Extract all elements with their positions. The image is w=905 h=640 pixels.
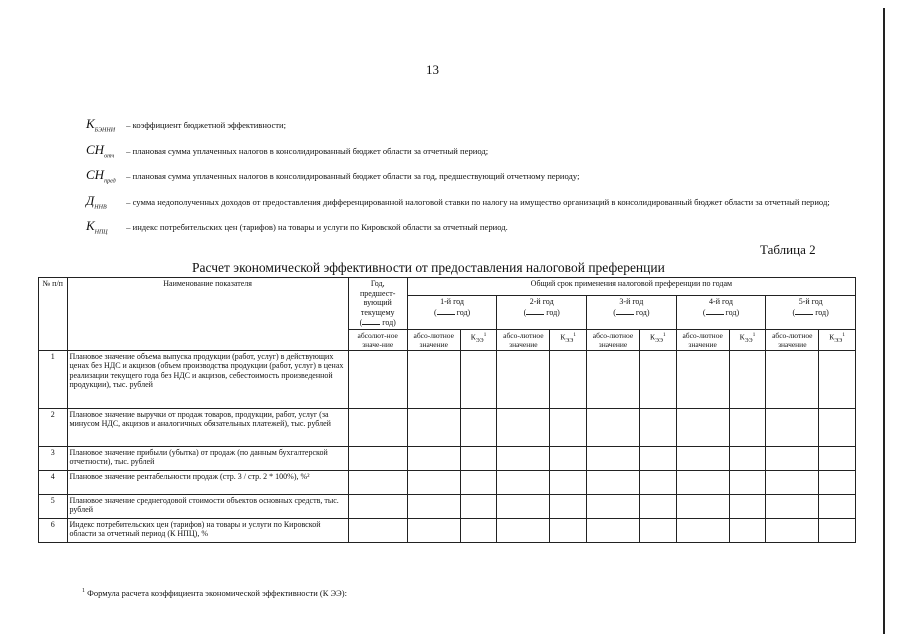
- definition-item: $СН_{пред}$ – плановая сумма уплаченных налогов в консолидированный бюджет области за год, предшествующий отчетному периоду;: [86, 167, 580, 185]
- table-row: 1 Плановое значение объема выпуска продукции (работ, услуг) в действующих ценах без НДС и акцизов (объем производства продукции (работ, услуг) в ценах реализации текущего года без НДС и акцизов, себестоимость произведенной продукции), тыс. рублей: [39, 350, 856, 408]
- page-number: 13: [426, 62, 439, 77]
- definitions-list: [46, 118, 830, 246]
- header-num: № п/п: [39, 278, 68, 351]
- definition-item: $К_{БЭННИ}$ – коэффициент бюджетной эффективности;: [86, 116, 287, 134]
- header-name: Наименование показателя: [67, 278, 348, 351]
- header-abs-prev: абсолют-ное значе-ние: [348, 329, 407, 350]
- table-row: 2 Плановое значение выручки от продаж товаров, продукции, работ, услуг (за минусом НДС, акцизов и аналогичных обязательных платежей), тыс. рублей: [39, 408, 856, 446]
- table-row: 4 Плановое значение рентабельности продаж (стр. 3 / стр. 2 * 100%), %²: [39, 470, 856, 494]
- header-k: $К_{ЭЭ}^1$: [640, 329, 677, 350]
- header-k: $К_{ЭЭ}^1$: [729, 329, 766, 350]
- header-abs: абсо-лютное значение: [497, 329, 550, 350]
- table-row: 6 Индекс потребительских цен (тарифов) на товары и услуги по Кировской области за отчетный период (К НПЦ), %: [39, 518, 856, 542]
- header-year-2: 2-й год ( год): [497, 296, 587, 329]
- scan-edge-bar: [883, 8, 885, 634]
- header-abs: абсо-лютное значение: [676, 329, 729, 350]
- header-year-3: 3-й год ( год): [587, 296, 677, 329]
- header-k: $К_{ЭЭ}^1$: [460, 329, 497, 350]
- definition-item: $К_{НПЦ}$ – индекс потребительских цен (тарифов) на товары и услуги по Кировской области за отчетный период.: [86, 218, 508, 236]
- definition-item: $Д_{ННВ}$ – сумма недополученных доходов от предоставления дифференцированной налоговой ставки по налогу на имущество организаций в консолидированный бюджет области за отчетный период;: [86, 192, 830, 211]
- header-year-prev: Год, предшест- вующий текущему ( год): [348, 278, 407, 330]
- header-k: $К_{ЭЭ}^1$: [550, 329, 587, 350]
- table-title: Расчет экономической эффективности от предоставления налоговой преференции: [192, 260, 665, 275]
- table-label: Таблица 2: [760, 242, 816, 257]
- table-row: 5 Плановое значение среднегодовой стоимости объектов основных средств, тыс. рублей: [39, 494, 856, 518]
- header-abs: абсо-лютное значение: [587, 329, 640, 350]
- header-abs: абсо-лютное значение: [766, 329, 819, 350]
- header-year-5: 5-й год ( год): [766, 296, 856, 329]
- header-k: $К_{ЭЭ}^1$: [819, 329, 856, 350]
- definition-item: $СН_{отч}$ – плановая сумма уплаченных налогов в консолидированный бюджет области за отчетный период;: [86, 141, 489, 160]
- footnote: $^1$ Формула расчета коэффициента экономической эффективности (К ЭЭ):: [82, 588, 347, 598]
- table-row: 3 Плановое значение прибыли (убытка) от продаж (по данным бухгалтерской отчетности), тыс. рублей: [39, 446, 856, 470]
- header-general: Общий срок применения налоговой преференции по годам: [407, 278, 855, 296]
- header-year-4: 4-й год ( год): [676, 296, 766, 329]
- header-year-1: 1-й год ( год): [407, 296, 497, 329]
- preference-table: [38, 277, 856, 543]
- header-abs: абсо-лютное значение: [407, 329, 460, 350]
